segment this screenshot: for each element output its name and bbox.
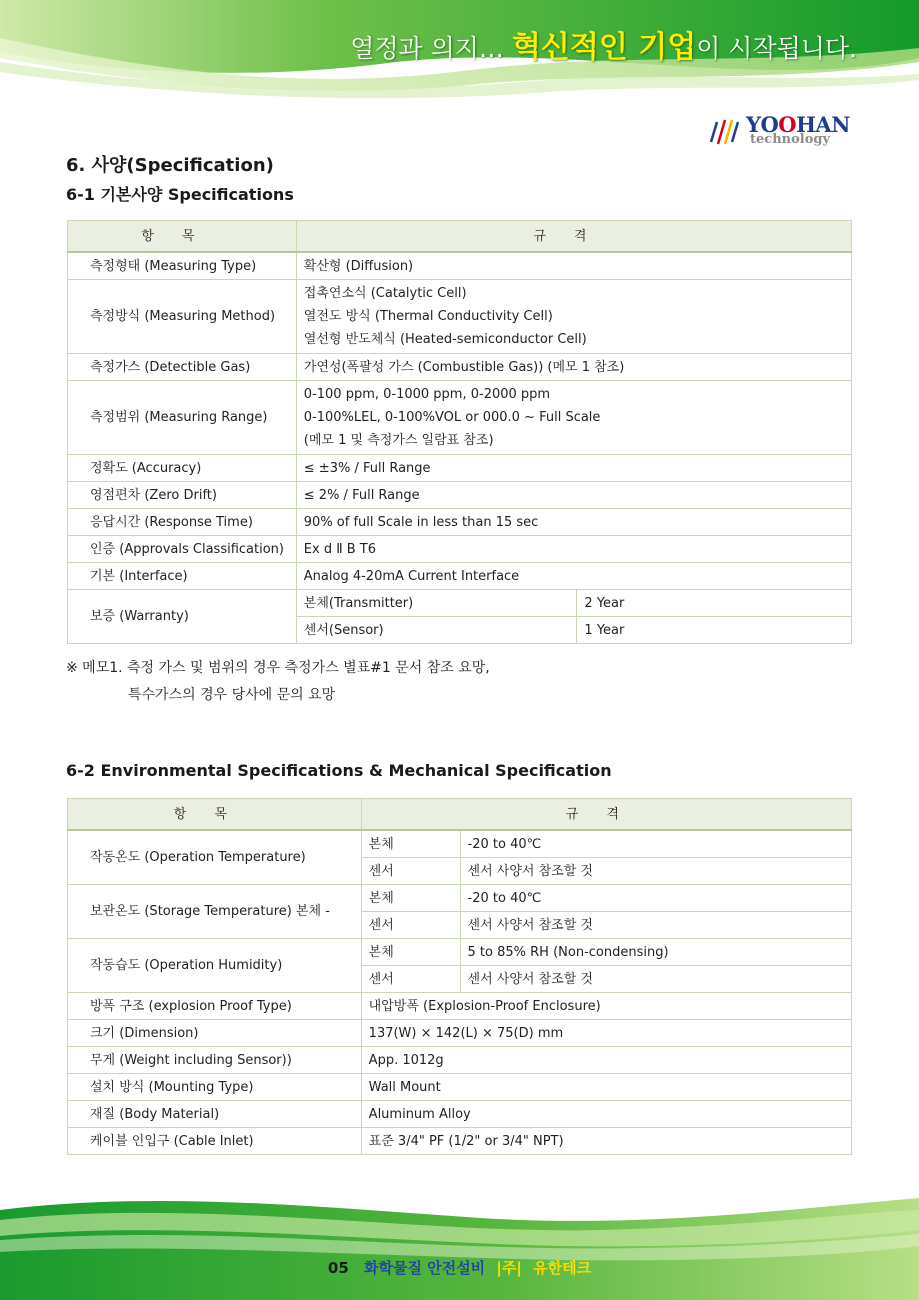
row-label: 작동온도 (Operation Temperature) <box>68 830 362 885</box>
row-value <box>296 252 851 280</box>
memo-note <box>66 655 490 709</box>
value-line: Ex d Ⅱ B T6 <box>303 541 376 557</box>
row-label: 영점편차 (Zero Drift) <box>68 482 297 509</box>
company-logo <box>708 112 850 152</box>
memo-line-1: ※ 메모1. 측정 가스 및 범위의 경우 측정가스 별표#1 문서 참조 요망, <box>66 660 490 676</box>
row-value: 센서 사양서 참조할 것 <box>460 966 851 993</box>
header-banner <box>0 0 919 100</box>
value-line: 가연성(폭팔성 가스 (Combustible Gas)) (메모 1 참조) <box>303 359 625 375</box>
row-value <box>296 280 851 354</box>
row-part: 센서 <box>361 858 460 885</box>
row-label: 재질 (Body Material) <box>68 1101 362 1128</box>
table-row <box>68 381 852 455</box>
tagline-highlight: 혁신적인 기업 <box>511 30 697 65</box>
table-row <box>68 1020 852 1047</box>
row-label: 측정범위 (Measuring Range) <box>68 381 297 455</box>
row-label: 측정가스 (Detectible Gas) <box>68 354 297 381</box>
row-value: 센서 사양서 참조할 것 <box>460 858 851 885</box>
row-value: -20 to 40℃ <box>460 830 851 858</box>
tagline-prefix: 열정과 의지… <box>350 34 512 63</box>
row-label: 응답시간 (Response Time) <box>68 509 297 536</box>
row-value <box>296 536 851 563</box>
table-header-row <box>68 799 852 831</box>
row-label: 측정방식 (Measuring Method) <box>68 280 297 354</box>
footer-company: 유한테크 <box>533 1259 592 1277</box>
row-value <box>296 455 851 482</box>
column-header-spec: 규격 <box>361 799 851 831</box>
row-value: 표준 3/4" PF (1/2" or 3/4" NPT) <box>361 1128 851 1155</box>
footer-text <box>0 1257 919 1278</box>
row-value: -20 to 40℃ <box>460 885 851 912</box>
row-label: 크기 (Dimension) <box>68 1020 362 1047</box>
row-label: 보증 (Warranty) <box>68 590 297 644</box>
row-label: 설치 방식 (Mounting Type) <box>68 1074 362 1101</box>
page-number: 05 <box>327 1259 349 1277</box>
logo-stripes-icon <box>708 116 742 146</box>
env-spec-title: 6-2 Environmental Specifications & Mechanical Specification <box>66 761 612 780</box>
table-row <box>68 455 852 482</box>
header-tagline <box>350 22 857 66</box>
basic-spec-table <box>67 220 852 644</box>
row-label: 방폭 구조 (explosion Proof Type) <box>68 993 362 1020</box>
value-line: (메모 1 및 측정가스 일람표 참조) <box>303 433 494 448</box>
row-label: 기본 (Interface) <box>68 563 297 590</box>
footer-category: 화학물질 안전설비 <box>364 1259 486 1277</box>
row-value <box>296 482 851 509</box>
footer-separator: |주| <box>496 1259 522 1277</box>
warranty-part: 본체(Transmitter) <box>296 590 577 617</box>
table-row <box>68 993 852 1020</box>
row-value: App. 1012g <box>361 1047 851 1074</box>
value-line: Analog 4-20mA Current Interface <box>303 568 520 584</box>
basic-spec-title: 6-1 기본사양 Specifications <box>66 185 294 204</box>
row-value <box>296 381 851 455</box>
table-row <box>68 354 852 381</box>
row-value <box>296 354 851 381</box>
table-row <box>68 885 852 912</box>
row-label: 정확도 (Accuracy) <box>68 455 297 482</box>
value-line: 0-100%LEL, 0-100%VOL or 000.0 ~ Full Scale <box>303 410 601 425</box>
table-row <box>68 482 852 509</box>
row-value: Aluminum Alloy <box>361 1101 851 1128</box>
table-row <box>68 252 852 280</box>
value-line: 확산형 (Diffusion) <box>303 258 414 274</box>
value-line: 열선형 반도체식 (Heated-semiconductor Cell) <box>303 332 587 347</box>
table-row <box>68 1128 852 1155</box>
row-label: 케이블 인입구 (Cable Inlet) <box>68 1128 362 1155</box>
row-value: 내압방폭 (Explosion-Proof Enclosure) <box>361 993 851 1020</box>
table-header-row <box>68 221 852 253</box>
footer-banner <box>0 1190 919 1300</box>
row-value <box>296 563 851 590</box>
logo-subtitle: technology <box>750 132 831 147</box>
logo-brand-text: YOOHAN <box>746 112 850 137</box>
table-row <box>68 1047 852 1074</box>
row-part: 본체 <box>361 885 460 912</box>
row-value: 137(W) × 142(L) × 75(D) mm <box>361 1020 851 1047</box>
row-label: 인증 (Approvals Classification) <box>68 536 297 563</box>
table-row <box>68 280 852 354</box>
section-title: 6. 사양(Specification) <box>66 155 274 176</box>
footer-wave-graphic <box>0 1190 919 1300</box>
value-line: 90% of full Scale in less than 15 sec <box>303 514 539 530</box>
row-label: 작동습도 (Operation Humidity) <box>68 939 362 993</box>
row-part: 본체 <box>361 830 460 858</box>
row-value: 5 to 85% RH (Non-condensing) <box>460 939 851 966</box>
column-header-item: 항목 <box>68 799 362 831</box>
row-part: 본체 <box>361 939 460 966</box>
row-label: 측정형태 (Measuring Type) <box>68 252 297 280</box>
row-part: 센서 <box>361 912 460 939</box>
column-header-item: 항목 <box>68 221 297 253</box>
warranty-value: 2 Year <box>577 590 852 617</box>
column-header-spec: 규격 <box>296 221 851 253</box>
value-line: ≤ ±3% / Full Range <box>303 460 431 476</box>
table-row <box>68 939 852 966</box>
row-value: 센서 사양서 참조할 것 <box>460 912 851 939</box>
row-value <box>296 509 851 536</box>
memo-line-2: 특수가스의 경우 당사에 문의 요망 <box>128 687 336 703</box>
table-row <box>68 1074 852 1101</box>
row-value: Wall Mount <box>361 1074 851 1101</box>
row-part: 센서 <box>361 966 460 993</box>
table-row <box>68 830 852 858</box>
warranty-part: 센서(Sensor) <box>296 617 577 644</box>
tagline-suffix: 이 시작됩니다. <box>696 34 857 63</box>
value-line: 열전도 방식 (Thermal Conductivity Cell) <box>303 309 553 324</box>
table-row <box>68 1101 852 1128</box>
table-row <box>68 536 852 563</box>
row-label: 무게 (Weight including Sensor)) <box>68 1047 362 1074</box>
value-line: 접촉연소식 (Catalytic Cell) <box>303 286 467 301</box>
env-spec-table <box>67 798 852 1155</box>
value-line: 0-100 ppm, 0-1000 ppm, 0-2000 ppm <box>303 387 551 402</box>
table-row <box>68 509 852 536</box>
warranty-value: 1 Year <box>577 617 852 644</box>
table-row <box>68 563 852 590</box>
value-line: ≤ 2% / Full Range <box>303 487 420 503</box>
row-label: 보관온도 (Storage Temperature) 본체 - <box>68 885 362 939</box>
table-row <box>68 590 852 617</box>
